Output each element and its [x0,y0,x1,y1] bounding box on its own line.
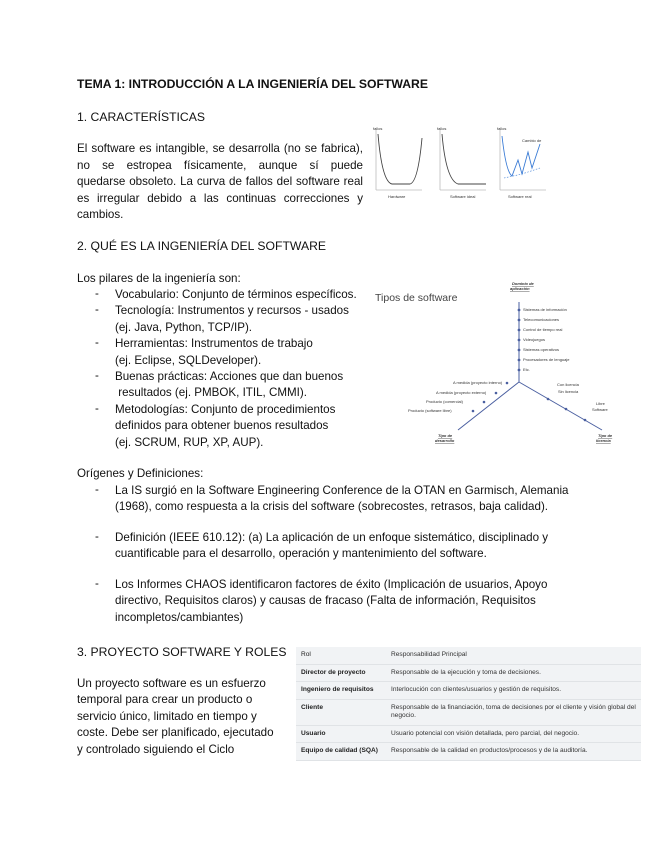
failure-curves-figure [370,124,560,204]
origin-line: directivo, Requisitos claros) y causas de fracaso (Falta de información, Requisitos [115,594,536,608]
pillar-line: Vocabulario: Conjunto de términos específicos. [115,288,357,301]
table-header-role: Rol [296,647,386,664]
bullet-dash: - [95,287,99,300]
desc-cell: Responsable de la calidad en productos/procesos y de la auditoría. [386,743,641,761]
section-3-heading: 3. PROYECTO SOFTWARE Y ROLES [77,645,287,659]
origin-line: (1968), como respuesta a la crisis del software (sobrecostes, retrasos, baja calidad). [115,500,549,514]
bullet-dash: - [95,336,99,350]
development-item: A medida (proyecto externo) [436,390,487,395]
bullet-dash: - [95,369,99,382]
chart-annotation: Cambio de [522,138,542,143]
origin-line: Los Informes CHAOS identificaron factores de éxito (Implicación de usuarios, Apoyo [115,578,548,591]
axis-title: Tipo de [438,433,453,438]
chart-y-label: fallos [373,126,383,131]
section-1-heading: 1. CARACTERÍSTICAS [77,110,205,124]
pillar-line: (ej. Eclipse, SQLDeveloper). [115,353,262,367]
domain-item: Procesadores de lenguaje [523,357,570,362]
role-cell: Director de proyecto [296,664,386,682]
paragraph-line: cambios. [77,208,124,222]
paragraph-line: quedarse obsoleto. La curva de fallos del software real [77,175,363,189]
software-real-curve-chart [497,126,546,199]
origin-line: Definición (IEEE 610.12): (a) La aplicación de un enfoque sistemático, disciplinado y [115,531,549,544]
license-item: Sin licencia [558,389,579,394]
development-item: A medida (proyecto interno) [453,380,503,385]
domain-item: Control de tiempo real [523,327,563,332]
role-cell: Cliente [296,699,386,725]
hardware-curve-chart [373,126,422,199]
domain-item: Videojuegos [523,337,545,342]
origins-intro: Orígenes y Definiciones: [77,467,204,480]
paragraph-line: Un proyecto software es un esfuerzo [77,677,266,690]
figure-title: Tipos de software [375,292,458,304]
role-cell: Equipo de calidad (SQA) [296,743,386,761]
table-header-desc: Responsabilidad Principal [386,647,641,664]
paragraph-line: El software es intangible, se desarrolla (no se fabrica), [77,142,363,155]
license-item: Con licencia [557,382,579,387]
software-ideal-curve-chart [437,126,486,199]
axis-title: Dominio de [512,281,534,286]
section-2-heading: 2. QUÉ ES LA INGENIERÍA DEL SOFTWARE [77,239,327,253]
desc-cell: Usuario potencial con visión detallada, pero parcial, del negocio. [386,725,641,743]
bullet-dash: - [95,303,99,317]
section-3-paragraph [77,676,274,758]
pillar-line: Metodologías: Conjunto de procedimientos [115,402,336,416]
section-1-paragraph [77,141,363,224]
paragraph-line: no se estropea físicamente, aunque sí puede [77,158,363,172]
axis-title: desarrollo [435,438,455,443]
paragraph-line: coste. Debe ser planificado, ejecutado [77,726,274,740]
domain-item: Sistemas operativos [523,347,560,352]
bullet-dash: - [95,577,99,590]
chart-y-label: fallos [437,126,447,131]
origin-line: La IS surgió en la Software Engineering Conference de la OTAN en Garmisch, Alemania [115,484,569,497]
paragraph-line: servicio único, limitado en tiempo y [77,709,257,723]
document-title: TEMA 1: INTRODUCCIÓN A LA INGENIERÍA DEL SOFTWARE [77,77,428,91]
desc-cell: Responsable de la financiación, toma de decisiones por el cliente y visión global del negocio. [386,699,641,725]
development-item: Producto (comercial) [426,399,463,404]
desc-cell: Responsable de la ejecución y toma de decisiones. [386,664,641,682]
pillars-intro: Los pilares de la ingeniería son: [77,272,241,285]
table-row [296,664,641,682]
paragraph-line: y controlado siguiendo el Ciclo [77,742,235,756]
pillar-line: resultados (ej. PMBOK, ITIL, CMMI). [115,386,307,400]
chart-x-label: Hardware [388,194,406,199]
development-item: Producto (software libre) [408,408,452,413]
bullet-dash: - [95,530,99,543]
pillar-line: Buenas prácticas: Acciones que dan buenos [115,370,344,383]
development-items [408,380,508,413]
bullet-dash: - [95,401,99,415]
table-row [296,699,641,725]
license-item: Libre [596,401,605,406]
paragraph-line: temporal para crear un producto o [77,693,253,707]
axis-title: aplicación [510,286,530,291]
origin-line: incompletos/cambiantes) [115,610,244,624]
role-cell: Usuario [296,725,386,743]
pillar-line: (ej. Java, Python, TCP/IP). [115,320,253,334]
software-types-figure [370,280,645,450]
axis-title: licencia [596,438,611,443]
table-row [296,682,641,700]
pillar-line: Herramientas: Instrumentos de trabajo [115,337,313,351]
table-row [296,725,641,743]
role-cell: Ingeniero de requisitos [296,682,386,700]
domain-item: Sistemas de información [523,307,567,312]
axis-title: Tipo de [598,433,613,438]
table-row [296,743,641,761]
chart-x-label: Software ideal [450,194,476,199]
paragraph-line: es irregular debido a las continuas correcciones y [77,191,363,205]
roles-table [296,647,641,761]
bullet-dash: - [95,483,99,496]
pillar-line: Tecnología: Instrumentos y recursos - usados [115,304,349,318]
table-row [296,647,641,664]
domain-items [518,307,571,372]
pillar-line: definidos para obtener buenos resultados [115,419,329,433]
license-item: Software [592,407,608,412]
chart-y-label: fallos [497,126,507,131]
chart-x-label: Software real [508,194,532,199]
domain-item: Etc. [523,367,530,372]
origin-line: cuantificable para el desarrollo, operación y mantenimiento del software. [115,547,487,561]
domain-item: Telecomunicaciones [523,317,560,322]
desc-cell: Interlocución con clientes/usuarios y gestión de requisitos. [386,682,641,700]
pillar-line: (ej. SCRUM, RUP, XP, AUP). [115,435,264,449]
